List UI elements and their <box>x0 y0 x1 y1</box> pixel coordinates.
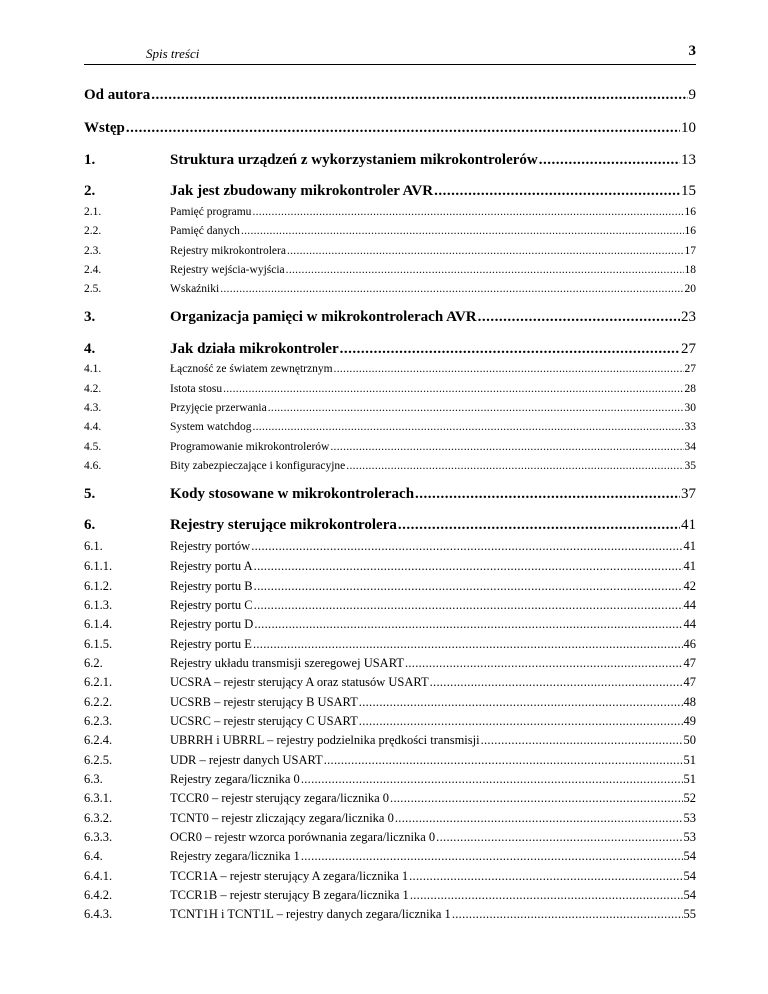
toc-entry-title: Rejestry portu E <box>170 637 252 651</box>
toc-entry[interactable] <box>84 753 696 768</box>
toc-entry-title: Organizacja pamięci w mikrokontrolerach AVR <box>170 309 477 325</box>
toc-entry[interactable] <box>84 579 696 594</box>
toc-entry-title: TCNT1H i TCNT1L – rejestry danych zegara/licznika 1 <box>170 907 451 921</box>
dot-leader <box>324 753 683 768</box>
dot-leader <box>430 675 683 690</box>
toc-entry-page: 33 <box>684 421 696 433</box>
toc-entry-page: 50 <box>683 733 696 747</box>
dot-leader <box>251 539 682 554</box>
toc-entry-title: Rejestry portu D <box>170 617 254 631</box>
dot-leader <box>254 579 683 594</box>
toc-entry-page: 48 <box>683 695 696 709</box>
toc-entry[interactable] <box>84 120 696 137</box>
toc-entry[interactable] <box>84 811 696 826</box>
toc-entry[interactable] <box>84 617 696 632</box>
toc-entry-number: 6.1.2. <box>84 579 113 593</box>
toc-entry-title: TCCR1B – rejestr sterujący B zegara/licznika 1 <box>170 888 409 902</box>
dot-leader <box>340 341 680 358</box>
toc-entry-page: 30 <box>684 402 696 414</box>
toc-entry-title: TCCR0 – rejestr sterujący zegara/licznika 0 <box>170 791 390 805</box>
toc-entry-number: 6.3.1. <box>84 791 113 805</box>
toc-entry-number: 4.4. <box>84 421 102 433</box>
toc-entry-page: 54 <box>683 888 696 902</box>
toc-entry-page: 53 <box>683 811 696 825</box>
toc-entry[interactable] <box>84 733 696 748</box>
toc-entry[interactable] <box>84 341 696 358</box>
dot-leader <box>390 791 682 806</box>
toc-entry-title: Rejestry układu transmisji szeregowej USART <box>170 656 404 670</box>
toc-entry[interactable] <box>84 183 696 200</box>
toc-entry-page: 16 <box>684 225 696 237</box>
toc-entry-title: Rejestry portu B <box>170 579 253 593</box>
toc-entry-title: UBRRH i UBRRL – rejestry podzielnika prędkości transmisji <box>170 733 480 747</box>
toc-entry[interactable] <box>84 460 696 472</box>
toc-entry-page: 41 <box>683 539 696 553</box>
dot-leader <box>252 421 683 433</box>
toc-entry-number: 4.1. <box>84 363 102 375</box>
dot-leader <box>253 637 683 652</box>
toc-entry-title: Kody stosowane w mikrokontrolerach <box>170 486 415 502</box>
toc-entry[interactable] <box>84 309 696 326</box>
toc-entry-number: 6.1. <box>84 539 103 553</box>
toc-entry[interactable] <box>84 791 696 806</box>
toc-entry[interactable] <box>84 283 696 295</box>
toc-entry-number: 6.4.3. <box>84 907 113 921</box>
toc-entry-number: 2.1. <box>84 206 102 218</box>
toc-entry-number: 6.3.3. <box>84 830 113 844</box>
toc-entry-title: Pamięć programu <box>170 206 252 218</box>
toc-entry-page: 52 <box>683 791 696 805</box>
toc-entry-page: 15 <box>681 183 696 199</box>
toc-entry-title: TCCR1A – rejestr sterujący A zegara/licznika 1 <box>170 869 409 883</box>
toc-entry-title: Jak jest zbudowany mikrokontroler AVR <box>170 183 434 199</box>
toc-entry-number: 6.2.4. <box>84 733 113 747</box>
toc-entry[interactable] <box>84 849 696 864</box>
toc-entry[interactable] <box>84 402 696 414</box>
toc-entry[interactable] <box>84 695 696 710</box>
toc-entry-title: Rejestry wejścia-wyjścia <box>170 264 285 276</box>
dot-leader <box>359 714 683 729</box>
page-number: 3 <box>688 43 696 59</box>
toc-entry-page: 54 <box>683 869 696 883</box>
toc-entry-number: 6. <box>84 517 96 533</box>
toc-entry-number: 4. <box>84 341 96 357</box>
dot-leader <box>410 888 683 903</box>
toc-entry-number: 6.3.2. <box>84 811 113 825</box>
toc-entry[interactable] <box>84 675 696 690</box>
toc-entry-page: 9 <box>688 87 696 103</box>
toc-entry[interactable] <box>84 772 696 787</box>
dot-leader <box>252 206 683 218</box>
toc-entry[interactable] <box>84 206 696 218</box>
toc-entry[interactable] <box>84 87 696 104</box>
toc-entry-title: Rejestry mikrokontrolera <box>170 245 286 257</box>
toc-entry-page: 51 <box>683 753 696 767</box>
toc-entry[interactable] <box>84 152 696 169</box>
toc-entry-page: 27 <box>684 363 696 375</box>
dot-leader <box>254 598 683 613</box>
toc-entry-number: 4.6. <box>84 460 102 472</box>
toc-entry-title: UDR – rejestr danych USART <box>170 753 323 767</box>
toc-entry[interactable] <box>84 245 696 257</box>
toc-entry-page: 47 <box>683 675 696 689</box>
toc-entry-page: 51 <box>683 772 696 786</box>
toc-entry-number: 2.4. <box>84 264 102 276</box>
toc-entry-number: 1. <box>84 152 96 168</box>
toc-entry-title: Rejestry portu A <box>170 559 253 573</box>
toc-entry-number: 6.1.5. <box>84 637 113 651</box>
dot-leader <box>301 849 683 864</box>
toc-entry-title: TCNT0 – rejestr zliczający zegara/licznika 0 <box>170 811 394 825</box>
dot-leader <box>539 152 680 169</box>
toc-entry[interactable] <box>84 517 696 534</box>
toc-entry[interactable] <box>84 637 696 652</box>
dot-leader <box>254 559 683 574</box>
toc-entry-page: 41 <box>681 517 696 533</box>
toc-entry-title: UCSRA – rejestr sterujący A oraz statusów USART <box>170 675 429 689</box>
toc-entry[interactable] <box>84 714 696 729</box>
toc-entry-number: 6.2.5. <box>84 753 113 767</box>
toc-entry-page: 37 <box>681 486 696 502</box>
toc-entry-title: UCSRB – rejestr sterujący B USART <box>170 695 358 709</box>
dot-leader <box>301 772 683 787</box>
toc-entry[interactable] <box>84 598 696 613</box>
dot-leader <box>346 460 683 472</box>
toc-entry-number: 2.5. <box>84 283 102 295</box>
dot-leader <box>436 830 682 845</box>
toc-entry-page: 47 <box>683 656 696 670</box>
toc-entry[interactable] <box>84 264 696 276</box>
toc-entry-number: 6.1.4. <box>84 617 113 631</box>
toc-entry-number: 6.1.3. <box>84 598 113 612</box>
dot-leader <box>434 183 680 200</box>
dot-leader <box>359 695 683 710</box>
toc-entry-number: 6.4.2. <box>84 888 113 902</box>
toc-entry-number: 5. <box>84 486 96 502</box>
toc-entry-number: 6.2. <box>84 656 103 670</box>
toc-entry[interactable] <box>84 888 696 903</box>
toc-entry[interactable] <box>84 907 696 922</box>
dot-leader <box>223 383 683 395</box>
toc-entry-title: Rejestry zegara/licznika 0 <box>170 772 300 786</box>
toc-entry-number: 2.3. <box>84 245 102 257</box>
dot-leader <box>398 517 680 534</box>
toc-entry-number: 6.3. <box>84 772 103 786</box>
toc-entry-number: 2. <box>84 183 96 199</box>
toc-entry-title: Rejestry portów <box>170 539 251 553</box>
dot-leader <box>254 617 682 632</box>
toc-entry-title: Rejestry sterujące mikrokontrolera <box>170 517 397 533</box>
toc-entry[interactable] <box>84 363 696 375</box>
dot-leader <box>268 402 684 414</box>
toc-entry-page: 44 <box>683 598 696 612</box>
toc-entry[interactable] <box>84 830 696 845</box>
dot-leader <box>241 225 684 237</box>
toc-entry-title: Wstęp <box>84 120 125 136</box>
toc-entry-number: 6.4.1. <box>84 869 113 883</box>
toc-entry-page: 55 <box>683 907 696 921</box>
dot-leader <box>409 869 682 884</box>
toc-entry-title: UCSRC – rejestr sterujący C USART <box>170 714 358 728</box>
toc-entry-page: 20 <box>684 283 696 295</box>
toc-entry-title: Łączność ze światem zewnętrznym <box>170 363 333 375</box>
toc-entry-page: 10 <box>681 120 696 136</box>
dot-leader <box>220 283 683 295</box>
dot-leader <box>415 486 680 503</box>
toc-entry-title: Bity zabezpieczające i konfiguracyjne <box>170 460 346 472</box>
toc-entry-number: 4.2. <box>84 383 102 395</box>
dot-leader <box>126 120 680 137</box>
toc-entry-page: 18 <box>684 264 696 276</box>
toc-entry-title: OCR0 – rejestr wzorca porównania zegara/licznika 0 <box>170 830 436 844</box>
toc-entry-number: 4.3. <box>84 402 102 414</box>
toc-entry-page: 35 <box>684 460 696 472</box>
toc-entry[interactable] <box>84 383 696 395</box>
toc-entry-title: Przyjęcie przerwania <box>170 402 267 414</box>
dot-leader <box>452 907 683 922</box>
dot-leader <box>286 264 684 276</box>
dot-leader <box>287 245 684 257</box>
toc-entry-page: 28 <box>684 383 696 395</box>
dot-leader <box>481 733 683 748</box>
toc-entry[interactable] <box>84 539 696 554</box>
toc-entry-title: Programowanie mikrokontrolerów <box>170 441 330 453</box>
toc-entry-page: 27 <box>681 341 696 357</box>
toc-entry[interactable] <box>84 225 696 237</box>
dot-leader <box>395 811 683 826</box>
toc-entry-page: 23 <box>681 309 696 325</box>
toc-entry-title: Wskaźniki <box>170 283 220 295</box>
dot-leader <box>405 656 683 671</box>
dot-leader <box>478 309 680 326</box>
toc-entry-page: 44 <box>683 617 696 631</box>
toc-entry-title: Pamięć danych <box>170 225 240 237</box>
toc-entry-title: Istota stosu <box>170 383 223 395</box>
toc-entry-page: 17 <box>684 245 696 257</box>
page-header <box>84 40 696 65</box>
toc-entry-page: 13 <box>681 152 696 168</box>
toc-entry-title: Struktura urządzeń z wykorzystaniem mikrokontrolerów <box>170 152 538 168</box>
toc-entry-title: Od autora <box>84 87 151 103</box>
toc-entry-page: 34 <box>684 441 696 453</box>
toc-entry-number: 3. <box>84 309 96 325</box>
toc-entry-title: Jak działa mikrokontroler <box>170 341 339 357</box>
toc-entry-number: 6.2.2. <box>84 695 113 709</box>
toc-entry[interactable] <box>84 421 696 433</box>
toc-entry[interactable] <box>84 559 696 574</box>
toc-entry[interactable] <box>84 656 696 671</box>
toc-entry-number: 6.1.1. <box>84 559 113 573</box>
toc-entry-page: 54 <box>683 849 696 863</box>
toc-entry[interactable] <box>84 869 696 884</box>
dot-leader <box>151 87 687 104</box>
toc-entry-number: 6.4. <box>84 849 103 863</box>
toc-entry[interactable] <box>84 486 696 503</box>
toc-entry-title: System watchdog <box>170 421 252 433</box>
toc-entry-page: 16 <box>684 206 696 218</box>
toc-entry-page: 46 <box>683 637 696 651</box>
toc-entry-number: 6.2.3. <box>84 714 113 728</box>
toc-entry[interactable] <box>84 441 696 453</box>
toc-entry-number: 4.5. <box>84 441 102 453</box>
toc-entry-number: 6.2.1. <box>84 675 113 689</box>
toc-entry-title: Rejestry zegara/licznika 1 <box>170 849 300 863</box>
dot-leader <box>334 363 684 375</box>
toc-entry-page: 53 <box>683 830 696 844</box>
toc-entry-page: 49 <box>683 714 696 728</box>
running-head-title: Spis treści <box>146 46 200 61</box>
dot-leader <box>330 441 683 453</box>
toc-entry-title: Rejestry portu C <box>170 598 253 612</box>
toc-entry-page: 41 <box>683 559 696 573</box>
toc-entry-number: 2.2. <box>84 225 102 237</box>
toc-entry-page: 42 <box>683 579 696 593</box>
